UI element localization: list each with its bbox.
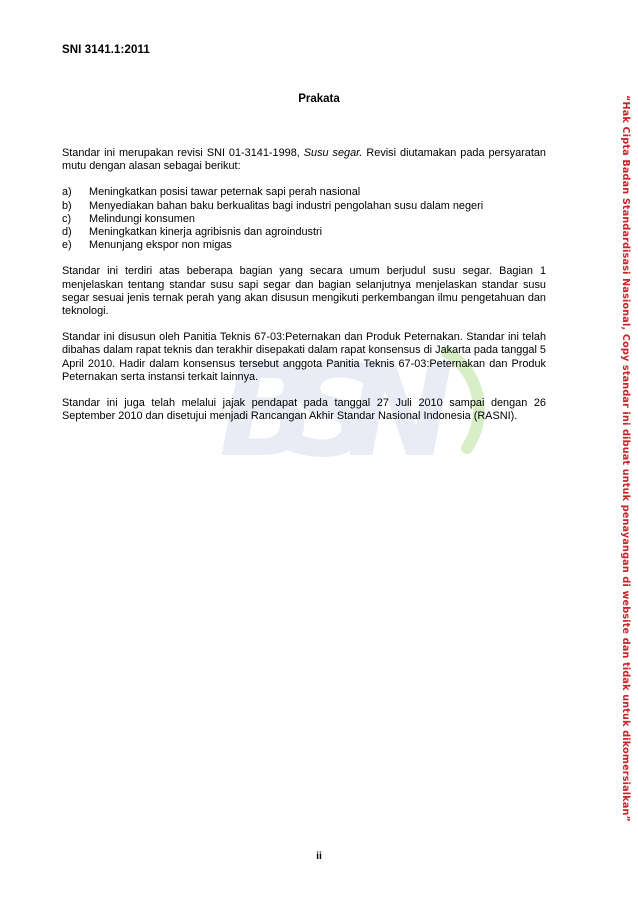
document-code: SNI 3141.1:2011 xyxy=(62,44,150,56)
list-item xyxy=(62,186,546,199)
list-marker: c) xyxy=(62,212,72,225)
list-item xyxy=(62,213,546,226)
intro-text: Standar ini merupakan revisi SNI 01-3141-1998, xyxy=(62,147,304,159)
list-text: Melindungi konsumen xyxy=(89,212,195,225)
intro-text-end: Revisi diutamakan pada persyaratan mutu dengan alasan sebagai berikut: xyxy=(62,147,546,173)
paragraph: Standar ini juga telah melalui jajak pendapat pada tanggal 27 Juli 2010 sampai dengan 26 September 2010 dan disetujui menjadi Rancangan Akhir Standar Nasional Indonesia (RASNI). xyxy=(62,397,546,423)
page-title: Prakata xyxy=(298,93,340,105)
list-text: Meningkatkan kinerja agribisnis dan agroindustri xyxy=(89,226,323,239)
paragraph: Standar ini terdiri atas beberapa bagian yang secara umum berjudul susu segar. Bagian 1 menjelaskan tentang standar susu sapi segar dan bagian selanjutnya menjelaskan standar susu segar sesuai jenis ternak perah yang akan disusun mengikuti perkembangan ilmu pengetahuan dan teknologi. xyxy=(62,265,546,318)
logo-text: BSN xyxy=(219,337,454,470)
list-marker: a) xyxy=(62,186,72,199)
reasons-list xyxy=(62,186,546,252)
paragraph: Standar ini disusun oleh Panitia Teknis 67-03:Peternakan dan Produk Peternakan. Standar ini telah dibahas dalam rapat teknis dan terakhir disepakati dalam rapat konsensus di Jakarta pada tanggal 5 April 2010. Hadir dalam konsensus tersebut anggota Panitia Teknis 67-03:Peternakan dan Produk Peternakan serta instansi terkait lainnya. xyxy=(62,331,546,383)
document-body xyxy=(62,147,546,436)
copyright-side-notice: “Hak Cipta Badan Standardisasi Nasional, Copy standar ini dibuat untuk penayangan di website dan tidak untuk dikomersialkan” xyxy=(620,95,631,823)
list-marker: d) xyxy=(62,226,72,239)
page-number: ii xyxy=(316,850,322,862)
intro-paragraph xyxy=(62,147,546,173)
list-text: Menunjang ekspor non migas xyxy=(89,239,232,252)
list-text: Menyediakan bahan baku berkualitas bagi industri pengolahan susu dalam negeri xyxy=(89,199,484,212)
list-item xyxy=(62,226,546,239)
list-marker: b) xyxy=(62,199,72,212)
list-item xyxy=(62,239,546,252)
list-marker: e) xyxy=(62,239,72,252)
list-text: Meningkatkan posisi tawar peternak sapi perah nasional xyxy=(89,186,361,199)
intro-emphasis: Susu segar. xyxy=(303,147,363,159)
list-item xyxy=(62,200,546,213)
